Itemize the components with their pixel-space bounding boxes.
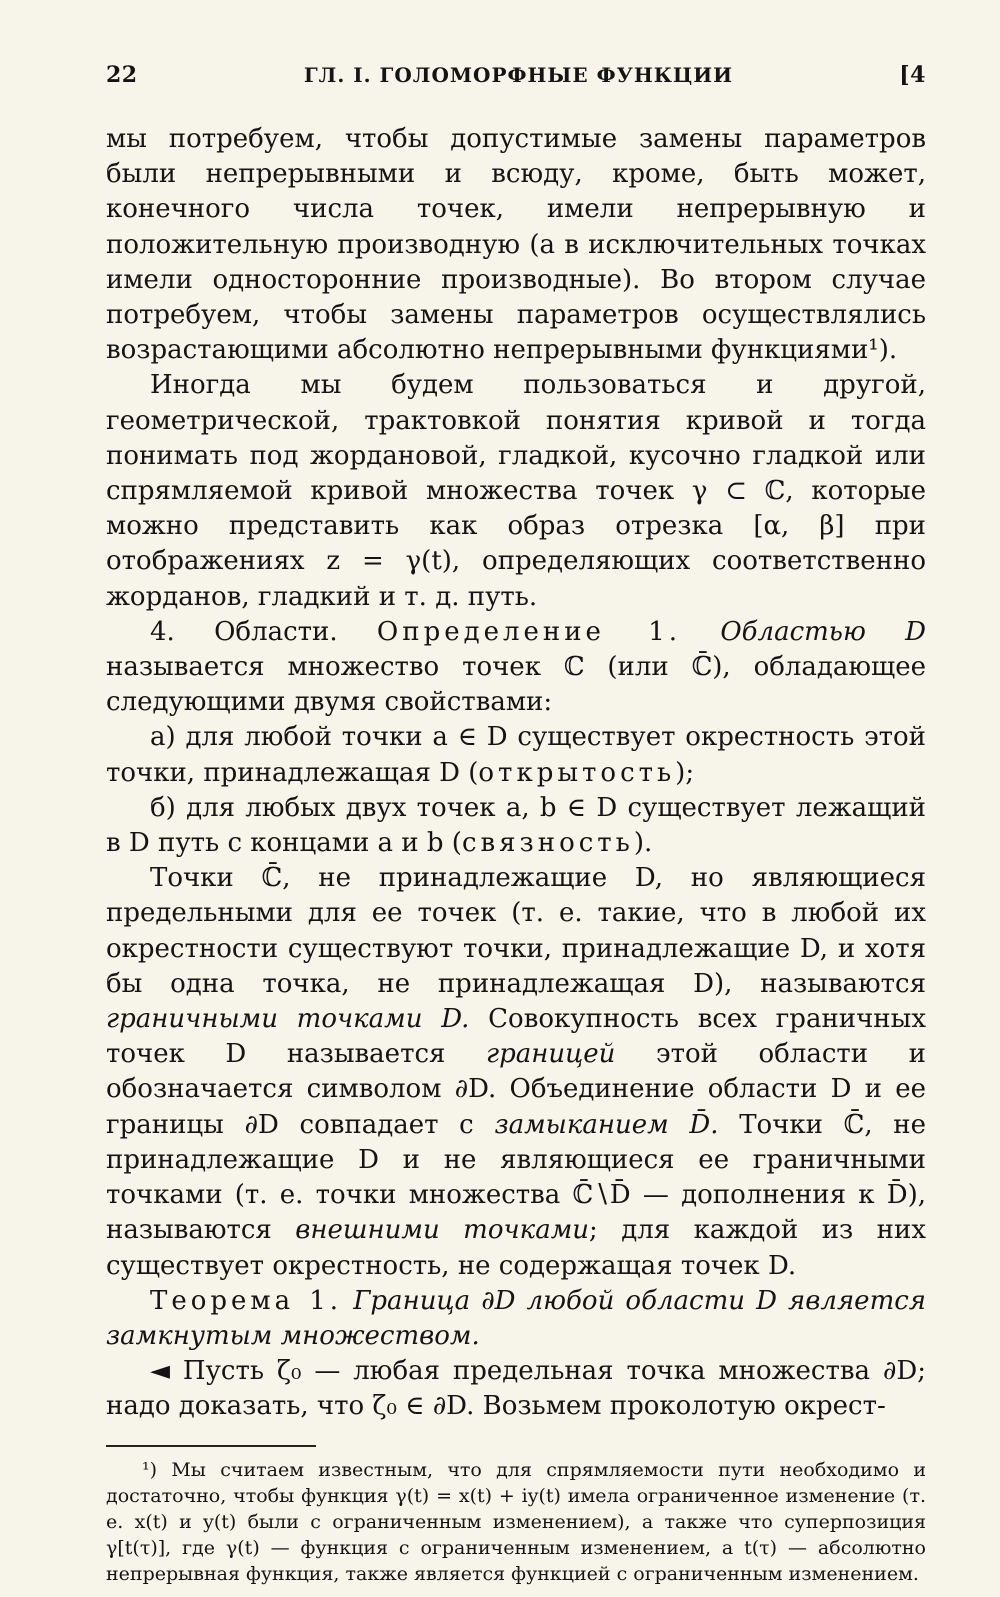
paragraph-4 (106, 720, 926, 790)
paragraph-1: мы потребуем, чтобы допустимые замены параметров были непрерывными и всюду, кроме, быть может, конечного числа точек, имели непрерывную и положительную производную (а в исключительных точках имели односторонние производные). Во втором случае потребуем, чтобы замены параметров осуществлялись возрастающими абсолютно непрерывными функциями¹). (106, 124, 926, 366)
property-a-end: ); (675, 757, 695, 788)
body-text (106, 122, 926, 1425)
property-b-end: ). (633, 828, 653, 859)
paragraph-2: Иногда мы будем пользоваться и другой, геометрической, трактовкой понятия кривой и тогда понимать под жордановой, гладкой, кусочно гладкой или спрямляемой кривой множества точек γ ⊂ ℂ, которые можно представить как образ отрезка [α, β] при отображениях z = γ(t), определяющих соответственно жорданов, гладкий и т. д. путь. (106, 370, 926, 612)
paragraph-8: ◄ Пусть ζ₀ — любая предельная точка множества ∂D; надо доказать, что ζ₀ ∈ ∂D. Возьмем проколотую окрест- (106, 1356, 926, 1422)
paragraph-3 (106, 615, 926, 721)
boundary-text-2: Совокупность всех граничных точек D называется (106, 1004, 926, 1070)
footnote-divider (106, 1445, 316, 1447)
term-closure: замыканием D̄. (494, 1109, 719, 1140)
paragraph-6 (106, 861, 926, 1283)
term-boundary-points: граничными точками D. (106, 1004, 470, 1035)
page-number: 22 (106, 62, 138, 88)
property-a-name: открытость (478, 757, 676, 788)
theorem-statement: Граница ∂D любой области D является замкнутым множеством. (106, 1285, 926, 1351)
theorem-label: Теорема 1. (150, 1285, 343, 1316)
section-mark: [4 (899, 62, 926, 88)
section-heading: 4. Области. (150, 616, 338, 647)
property-b-text: б) для любых двух точек a, b ∈ D существует лежащий в D путь с концами a и b ( (106, 792, 926, 859)
boundary-text-1: Точки ℂ̄, не принадлежащие D, но являющиеся предельными для ее точек (т. е. такие, что в любой их окрестности существуют точки, принадлежащие D, и хотя бы одна точка, не принадлежащая D), называются (106, 863, 926, 999)
footnotes (106, 1457, 926, 1587)
term-exterior-points: внешними точками (295, 1215, 589, 1246)
paragraph-5 (106, 791, 926, 861)
boundary-text-5: ; для каждой из них существует окрестность, не содержащая точек D. (106, 1215, 926, 1281)
running-header (106, 62, 926, 88)
property-a-text: а) для любой точки a ∈ D существует окрестность этой точки, принадлежащая D ( (106, 722, 926, 788)
term-boundary: границей (486, 1039, 616, 1070)
footnote-1: ¹) Мы считаем известным, что для спрямляемости пути необходимо и достаточно, чтобы функция γ(t) = x(t) + iy(t) имела ограниченное изменение (т. е. x(t) и y(t) были с ограниченным изменением), а также что суперпозиция γ[t(τ)], где γ(t) — функция с ограниченным изменением, а t(τ) — абсолютно непрерывная функция, также является функцией с ограниченным изменением. (106, 1458, 926, 1585)
definition-text: называется множество точек ℂ (или ℂ̄), обладающее следующими двумя свойствами: (106, 652, 926, 718)
defined-term: Областью D (720, 616, 926, 647)
chapter-title: ГЛ. I. ГОЛОМОРФНЫЕ ФУНКЦИИ (303, 63, 734, 87)
boundary-text-4: Точки ℂ̄, не принадлежащие D и не являющиеся ее граничными точками (т. е. точки множества ℂ̄∖D̄ — дополнения к D̄), называются (106, 1109, 927, 1246)
boundary-text-3: этой области и обозначается символом ∂D. Объединение области D и ее границы ∂D совпадает с (106, 1039, 927, 1140)
paragraph-7 (106, 1284, 926, 1354)
definition-label: Определение 1. (376, 616, 682, 647)
property-b-name: связность (461, 828, 634, 859)
